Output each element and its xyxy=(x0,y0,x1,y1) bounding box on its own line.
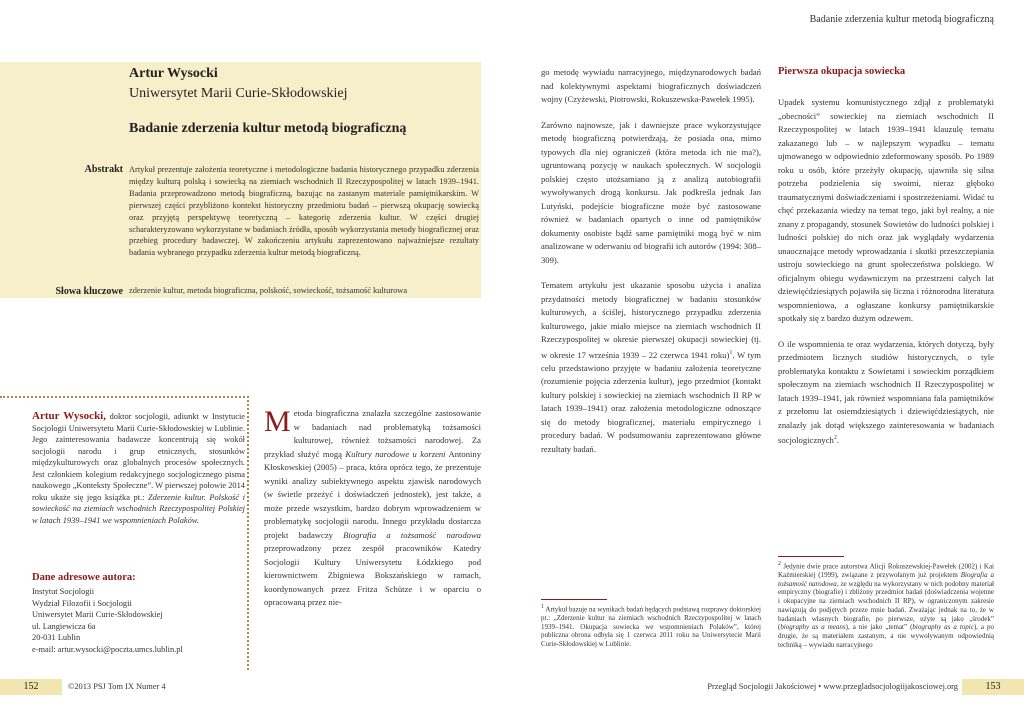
author-bio xyxy=(32,411,245,526)
paragraph: go metodę wywiadu narracyjnego, międzynarodowych badań nad kolektywnymi aspektami biograficznych doświadczeń wojny (Czyżewski, Piotrowski, Rokuszewska-Pawełek 1995). xyxy=(541,67,761,104)
footnote-1: 1 Artykuł bazuje na wynikach badań będących podstawą rozprawy doktorskiej pt.: „Zderzenie kultur na ziemiach wschodnich Rzeczypospolitej w latach 1939–1941. Okupacja sowiecka we wspomnieniach Polaków”, której publiczna obrona odbyła się 1 czerwca 2011 roku na Uniwersytecie Marii Curie-Skłodowskiej w Lublinie. xyxy=(541,604,761,649)
address-line: Uniwersytet Marii Curie-Skłodowskiej xyxy=(32,610,163,620)
dropcap: M xyxy=(264,405,291,438)
keywords-text: zderzenie kultur, metoda biograficzna, polskość, sowieckość, tożsamość kulturowa xyxy=(129,286,408,295)
footer-right[interactable]: Przegląd Socjologii Jakościowej • www.przegladsocjologiijakosciowej.org xyxy=(707,682,958,691)
footnote-rule xyxy=(541,599,607,600)
main-text: przeprowadzony przez zespół pracowników Katedry Socjologii Kultury Uniwersytetu Łódzkiego pod kierownictwem Zbigniewa Bokszańskiego w ramach, koordynowanych przez Fritza Schütze i w oparciu o opracowaną przez nie- xyxy=(264,543,481,607)
paragraph: Zarówno najnowsze, jak i dawniejsze prace wykorzystujące metodę biograficzną potwierdzają, że posiada ona, mimo typowych dla niej ograniczeń (która metoda ich nie ma?), ugruntowaną pozycję w naukach społecznych. W socjologii polskiej często utożsamiano ją z analizą autobiografii wywoływanych drogą konkursu. Jak podkreśla jednak Jan Lutyński, podejście biograficzne może być zastosowane również w badaniach opartych o inne od pamiętników dokumenty osobiste bądź same pamiętniki mogą być w nim analizowane w oderwaniu od biografii ich autorów (1994: 308–309). xyxy=(541,119,761,265)
footnote-rule xyxy=(778,556,844,557)
middle-text-column xyxy=(541,66,761,468)
abstract-text: Artykuł prezentuje założenia teoretyczne i metodologiczne badania historycznego przypadku zderzenia między kulturą polską i sowiecką na ziemiach wschodnich II Rzeczypospolitej w latach 1939–1941. Badania przeprowadzono metodą biograficzną, bazując na zastanym materiale pamiętnikarskim. W pierwszej części przybliżono kontekst historyczny przedmiotu badań – pierwszą okupację sowiecką oraz przyjętą perspektywę teoretyczną – kategorię zderzenia kultur. W części drugiej scharakteryzowano wykorzystane w badaniach źródła, sposób wykorzystania metody biograficznej oraz przebieg procedury badawczej. W zakończeniu artykułu zaprezentowano najważniejsze rezultaty badania wybranego przypadku zderzenia kultur metodą biograficzną. xyxy=(129,165,479,258)
paragraph: Tematem artykułu jest ukazanie sposobu użycia i analiza przydatności metody biograficznej w badaniu stosunków kulturowych, a ściślej, historycznego przypadku zderzenia kulturowego, jakie miało miejsce na ziemiach wschodnich II Rzeczypospolitej w okresie pierwszej okupacji sowieckiej (tj. w okresie 17 września 1939 – 22 czerwca 1941 roku)$^1$. W tym celu przedstawiono przyjęte w badaniu założenia teoretyczne (rozumienie pojęcia zderzenia kultur), jego przedmiot (kontakt kultury polskiej i sowieckiej na ziemiach wschodnich II RP w latach 1939–1941) oraz założenia metodologiczne odnoszące się do metody biograficznej, materiału empirycznego i procedury badań. W podsumowaniu zaprezentowano główne rezultaty badań. xyxy=(541,280,761,454)
page-number-right: 153 xyxy=(962,679,1024,695)
main-text-column xyxy=(264,407,481,610)
abstract-label: Abstrakt xyxy=(84,164,123,175)
bio-text: doktor socjologii, adiunkt w Instytucie Socjologii Uniwersytetu Marii Curie-Skłodowskiej w Lublinie. Jego zainteresowania badawcze koncentrują się wokół socjologii narodu i grup etnicznych, stosunków międzykulturowych oraz globalnych procesów społecznych. Jest członkiem kolegium redakcyjnego socjologicznego pisma naukowego „Konteksty Społeczne”. W pierwszej połowie 2014 roku ukaże się jego książka pt.: xyxy=(32,412,245,502)
author-name: Artur Wysocki xyxy=(129,66,218,81)
footnote-marker[interactable]: 2 xyxy=(833,435,837,441)
cited-title: Biografia a tożsamość narodowa xyxy=(343,529,481,540)
keywords-label: Słowa kluczowe xyxy=(55,286,123,297)
bio-author-name: Artur Wysocki, xyxy=(32,410,106,422)
page-number-left: 152 xyxy=(0,679,62,695)
footnote-marker[interactable]: 1 xyxy=(729,349,733,356)
cited-title: Kultury narodowe u korzeni xyxy=(345,448,446,459)
footer-left: ©2013 PSJ Tom IX Numer 4 xyxy=(68,682,166,691)
address-line: Wydział Filozofii i Socjologii xyxy=(32,598,132,608)
section-heading: Pierwsza okupacja sowiecka xyxy=(778,66,906,77)
bio-book-title: Zderzenie kultur. Polskość i sowieckość na ziemiach wschodnich Rzeczypospolitej Polskiej w latach 1939–1941 we wspomnieniach Polaków. xyxy=(32,492,245,525)
running-head: Badanie zderzenia kultur metodą biograficzną xyxy=(809,14,994,25)
address-heading: Dane adresowe autora: xyxy=(32,572,136,583)
author-university: Uniwersytet Marii Curie-Skłodowskiej xyxy=(129,86,348,101)
paragraph: O ile wspomnienia te oraz wydarzenia, których dotyczą, były przedmiotem licznych studiów historycznych, o tyle problematyka kontaktu z Sowietami i sowieckim porządkiem społecznym na ziemiach wschodnich II Rzeczypospolitej w latach 1939–1941, jak również wspomniana fala pamiętników z przełomu lat osiemdziesiątych i dziewięćdziesiątych, nie znalazły jak dotąd większego zainteresowania w badaniach socjologicznych$^2$. xyxy=(778,338,994,445)
address-lines xyxy=(32,586,183,656)
main-text: etoda biograficzna znalazła szczególne zastosowanie w badaniach nad problematyką tożsamości kulturowej, również tożsamości narodowej. Za przykład służyć mogą xyxy=(264,408,481,459)
address-line: Instytut Socjologii xyxy=(32,587,95,596)
article-title: Badanie zderzenia kultur metodą biograficzną xyxy=(129,121,407,136)
main-text: Antoniny Kłoskowskiej (2005) – praca, która oprócz tego, że prezentuje wyniki analizy subiektywnego aspektu zjawisk narodowych (w świetle przeżyć i doświadczeń jednostek), jest także, a może przede wszystkim, bardzo dobrym wprowadzeniem w problematykę socjologii narodu. Innego przykładu dostarcza projekt badawczy xyxy=(264,448,481,540)
address-line: 20-031 Lublin xyxy=(32,633,81,643)
email-link[interactable]: e-mail: artur.wysocki@poczta.umcs.lublin.pl xyxy=(32,644,183,654)
paragraph: Upadek systemu komunistycznego zdjął z problematyki „obecności” sowieckiej na ziemiach wschodnich II Rzeczypospolitej w latach 1939–1941 klauzulę tematu zakazanego lub – w najlepszym wypadku – tematu ujmowanego w odpowiednio zdeformowany sposób. Po 1989 roku u osób, które przeżyły okupację, ujawniła się silna potrzeba podzielenia się swoimi, nieraz głęboko traumatycznymi doświadczeniami i spostrzeżeniami. Widać tu chęć przekazania wiedzy na temat tego, jaki był realny, a nie znany z propagandy, stosunek Sowietów do ludności polskiej i ludności polskiej do nich oraz jak wyglądały wydarzenia unaocznające metody wprowadzania i skutki przeszczepiania ustroju sowieckiego na grunt społeczeństwa polskiego. W oficjalnym obiegu wydawniczym na przestrzeni całych lat dziewięćdziesiątych pojawiła się liczna i różnorodna literatura wspomnieniowa, a ogłaszane konkursy pamiętnikarskie spotkały się z bardzo dużym odzewem. xyxy=(778,97,994,323)
footnote-2: 2 Jedynie dwie prace autorstwa Alicji Rokuszewskiej-Pawełek (2002) i Kai Kaźmierskiej (1999), związane z przywołanym już projektem Biografia a tożsamość narodowa, ze względu na wykorzystany w nich podobny materiał empiryczny (biografie) i zbliżony przedmiot badań (doświadczenia wojenne i okupacyjne na ziemiach wschodnich II RP), w ograniczonym zakresie nawiązują do podjętych przeze mnie badań. Zważając jednak na to, że w badaniach własnych biografie, po pierwsze, użyte są jako „środek” (biography as a means), a nie jako „temat” (biography as a topic), a po drugie, że są materiałem zastanym, a nie wywoływanym odpowiednią techniką – wywiadu narracyjnego xyxy=(778,561,995,649)
right-text-column xyxy=(778,96,994,459)
address-line: ul. Langiewicza 6a xyxy=(32,621,96,631)
